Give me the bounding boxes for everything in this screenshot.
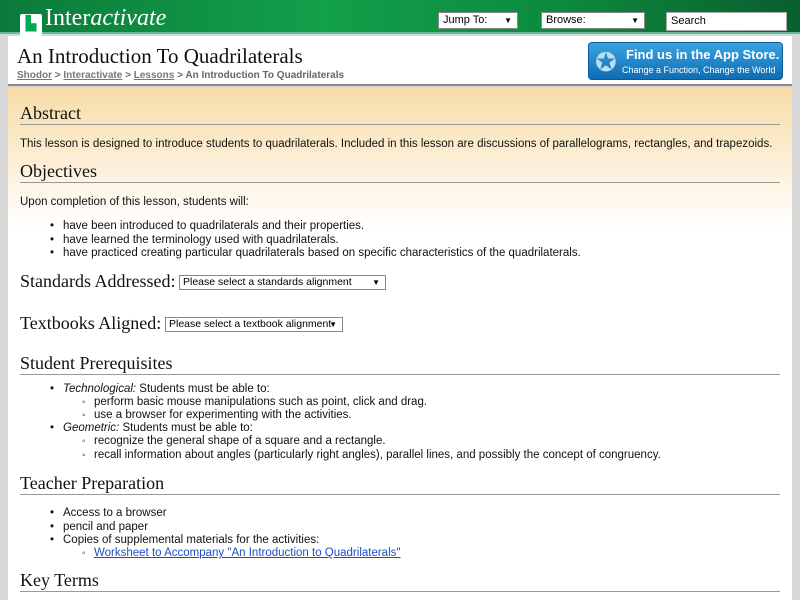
lesson-content [8,88,792,600]
top-header [0,0,800,34]
search-input[interactable]: Search [666,12,787,31]
list-item: • have been introduced to quadrilaterals and their properties. [63,220,364,233]
logo-icon: ✪ [595,47,617,77]
browse-select[interactable]: Browse: ▼ [541,12,645,29]
dropdown-arrow-icon: ▼ [631,16,639,25]
prerequisites-heading: Student Prerequisites [20,352,780,375]
list-item: • have learned the terminology used with quadrilaterals. [63,234,339,247]
textbook-select[interactable]: Please select a textbook alignment ▼ [165,317,343,332]
title-bar [8,36,792,86]
jump-to-select[interactable]: Jump To: ▼ [438,12,518,29]
standards-label: Standards Addressed: [20,271,176,291]
standards-select[interactable]: Please select a standards alignment ▼ [179,275,386,290]
breadcrumb: Shodor > Interactivate > Lessons > An Introduction To Quadrilaterals [17,70,345,81]
key-terms-heading: Key Terms [20,569,780,592]
worksheet-link[interactable]: Worksheet to Accompany "An Introduction to Quadrilaterals" [94,547,401,559]
list-item: • Geometric: Students must be able to: [63,422,253,435]
list-item: ◦ perform basic mouse manipulations such as point, click and drag. [94,396,427,409]
app-store-banner[interactable]: ✪ Find us in the App Store. Change a Function, Change the World [588,42,783,80]
abstract-heading: Abstract [20,102,780,125]
list-item: ◦ recognize the general shape of a square and a rectangle. [94,435,386,448]
list-item: • Technological: Students must be able to: [63,383,270,396]
dropdown-arrow-icon: ▼ [329,320,337,329]
breadcrumb-lessons[interactable]: Lessons [133,70,175,81]
dropdown-arrow-icon: ▼ [504,16,512,25]
breadcrumb-current: An Introduction To Quadrilaterals [185,70,345,81]
dropdown-arrow-icon: ▼ [372,278,380,287]
reader-icon: ▙ [20,14,42,36]
list-item: • have practiced creating particular quadrilaterals based on specific characteristics of the quadrilaterals. [63,247,581,260]
breadcrumb-interactivate[interactable]: Interactivate [63,70,123,81]
list-item: ◦ recall information about angles (particularly right angles), parallel lines, and possibly the concept of congruency. [94,449,661,462]
abstract-text: This lesson is designed to introduce students to quadrilaterals. Included in this lesson are discussions of parallelograms, rectangles, and trapezoids. [20,138,773,150]
list-item: • pencil and paper [63,521,148,534]
textbooks-label: Textbooks Aligned: [20,313,162,333]
breadcrumb-shodor[interactable]: Shodor [17,70,52,81]
page-title: An Introduction To Quadrilaterals [17,44,303,68]
objectives-intro: Upon completion of this lesson, students will: [20,196,249,208]
list-item: • Copies of supplemental materials for the activities: [63,534,319,547]
objectives-heading: Objectives [20,160,780,183]
teacher-prep-heading: Teacher Preparation [20,472,780,495]
list-item [94,547,400,560]
list-item: ◦ use a browser for experimenting with the activities. [94,409,352,422]
list-item: • Access to a browser [63,507,167,520]
interactivate-logo[interactable]: ▙ Interactivate [20,5,166,36]
